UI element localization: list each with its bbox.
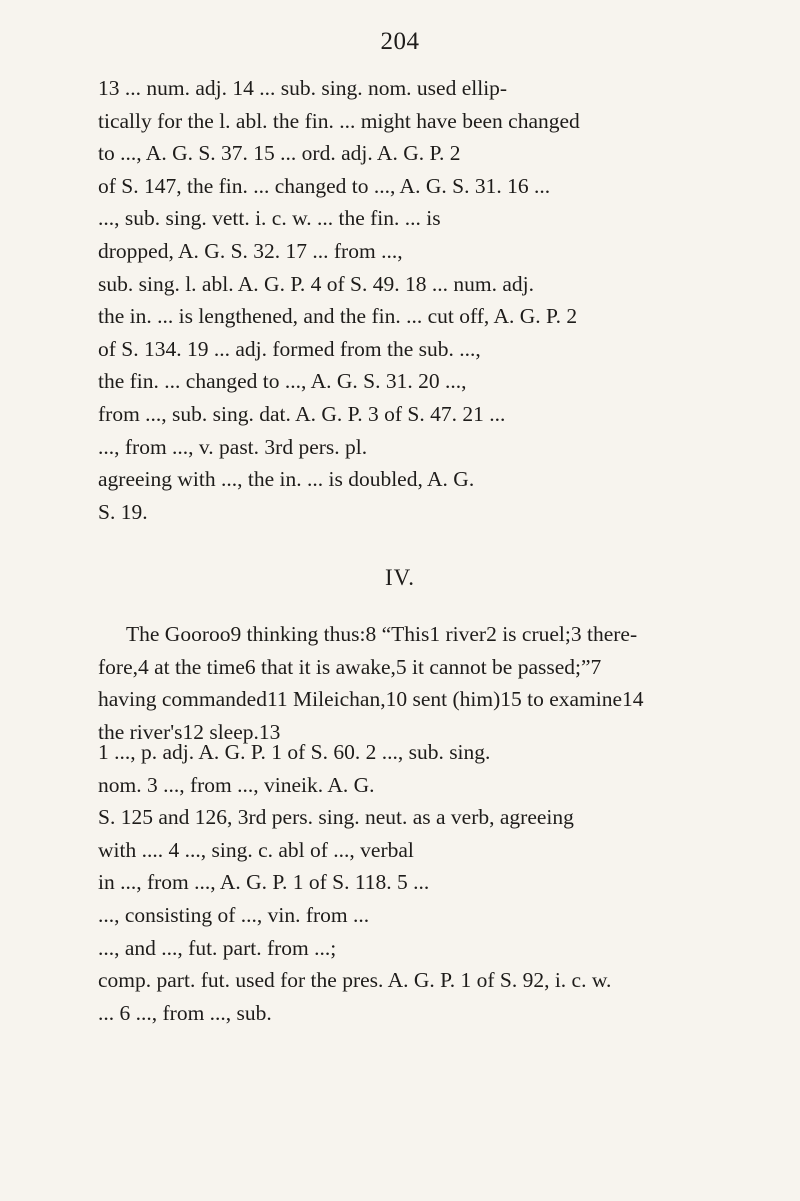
note-line: ..., consisting of ..., vin. from ...	[98, 902, 370, 927]
note-line: 1 ..., p. adj. A. G. P. 1 of S. 60. 2 ..., sub. sing.	[98, 740, 491, 764]
note-line: 13 ... num. adj. 14 ... sub. sing. nom. used ellip-	[98, 76, 508, 100]
note-line: comp. part. fut. used for the pres. A. G. P. 1 of S. 92, i. c. w.	[98, 968, 612, 993]
note-line: S. 125 and 126, 3rd pers. sing. neut. as a verb, agreeing	[98, 805, 574, 830]
section-heading: IV.	[384, 565, 416, 590]
translation-line: The Gooroo9 thinking thus:8 “This1 river2 is cruel;3 there-	[126, 622, 638, 646]
note-line: tically for the l. abl. the fin. ... might have been changed	[98, 108, 580, 133]
page-number: 204	[380, 28, 420, 55]
grammar-notes-13-21	[98, 72, 738, 528]
note-line: in ..., from ..., A. G. P. 1 of S. 118. 5 ...	[98, 870, 430, 895]
note-line: ... 6 ..., from ..., sub.	[98, 1000, 272, 1025]
note-line: with .... 4 ..., sing. c. abl of ..., verbal	[98, 837, 414, 862]
note-line: the in. ... is lengthened, and the fin. ... cut off, A. G. P. 2	[98, 304, 578, 329]
translation-line: the river's12 sleep.13	[98, 719, 281, 744]
note-line: agreeing with ..., the in. ... is doubled, A. G.	[98, 467, 475, 492]
note-line: of S. 147, the fin. ... changed to ..., A. G. S. 31. 16 ...	[98, 173, 551, 198]
note-line: ..., and ..., fut. part. from ...;	[98, 935, 337, 960]
note-line: the fin. ... changed to ..., A. G. S. 31. 20 ...,	[98, 369, 467, 394]
note-line: dropped, A. G. S. 32. 17 ... from ...,	[98, 238, 403, 263]
note-line: ..., from ..., v. past. 3rd pers. pl.	[98, 434, 368, 459]
note-line: to ..., A. G. S. 37. 15 ... ord. adj. A. G. P. 2	[98, 141, 461, 166]
translation-line: fore,4 at the time6 that it is awake,5 it cannot be passed;”7	[98, 654, 602, 679]
note-line: sub. sing. l. abl. A. G. P. 4 of S. 49. 18 ... num. adj.	[98, 271, 534, 296]
note-line: ..., sub. sing. vett. i. c. w. ... the fin. ... is	[98, 206, 441, 231]
grammar-notes-1-6	[98, 736, 738, 1029]
note-line: S. 19.	[98, 499, 148, 524]
translation-paragraph	[98, 618, 738, 748]
note-line: nom. 3 ..., from ..., vineik. A. G.	[98, 772, 375, 797]
note-line: of S. 134. 19 ... adj. formed from the sub. ...,	[98, 336, 481, 361]
translation-line: having commanded11 Mileichan,10 sent (him)15 to examine14	[98, 687, 644, 712]
note-line: from ..., sub. sing. dat. A. G. P. 3 of S. 47. 21 ...	[98, 401, 506, 426]
